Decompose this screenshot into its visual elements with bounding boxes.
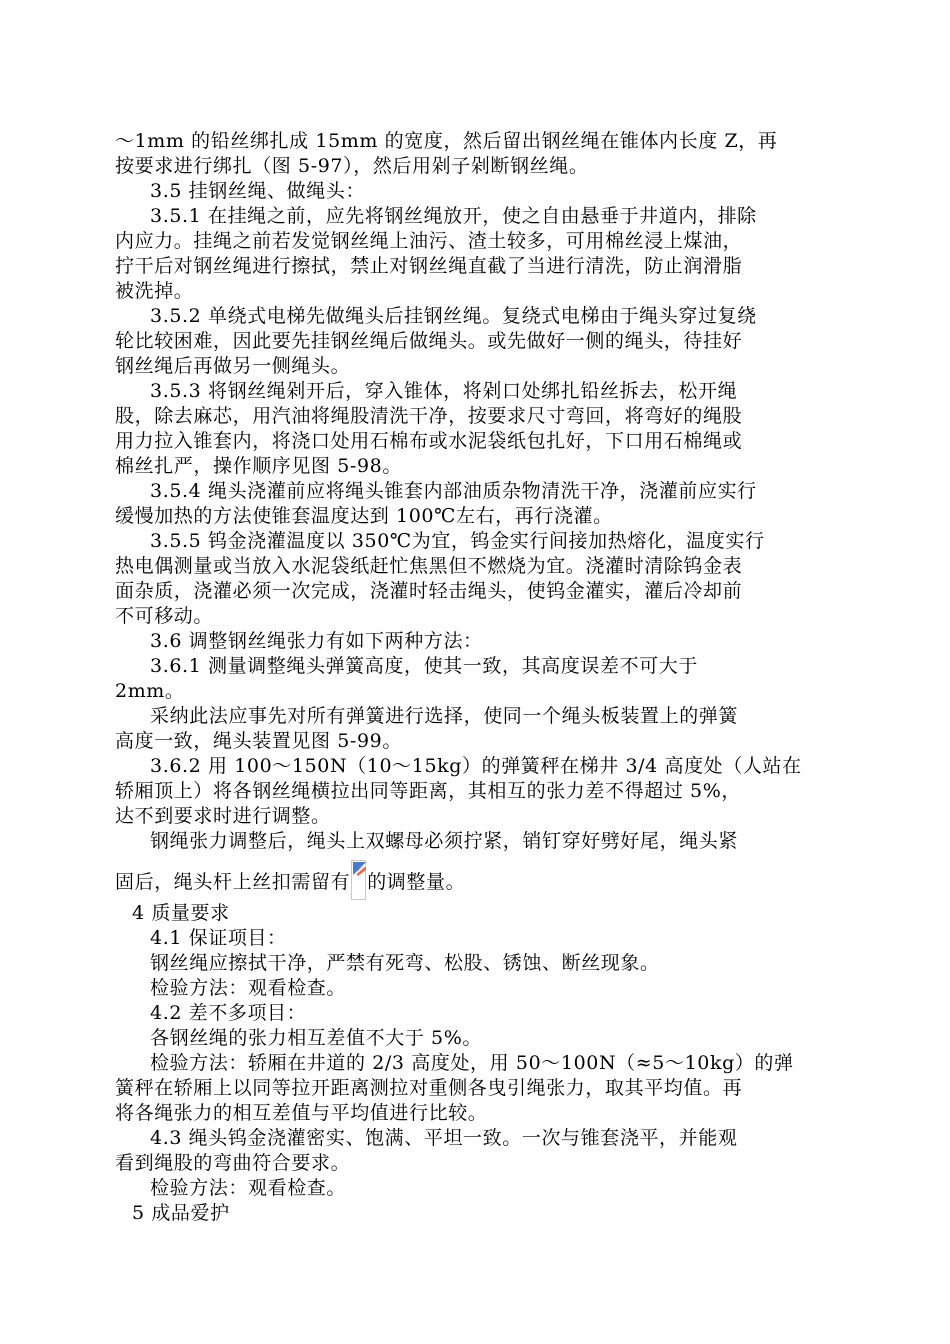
text-line: 2mm。 (115, 680, 185, 702)
text-line: 钢丝绳应擦拭干净，严禁有死弯、松股、锈蚀、断丝现象。 (150, 952, 660, 974)
text-line: 将各绳张力的相互差值与平均值进行比较。 (115, 1102, 488, 1124)
text-line: 3.6.1 测量调整绳头弹簧高度，使其一致，其高度误差不可大于 (150, 655, 698, 677)
text-line: 高度一致，绳头装置见图 5-99。 (115, 730, 402, 752)
text-line: 3.5.2 单绕式电梯先做绳头后挂钢丝绳。复绕式电梯由于绳头穿过复绕 (150, 305, 757, 327)
text-line: 3.6.2 用 100～150N（10～15kg）的弹簧秤在梯井 3/4 高度处（人站在 (150, 755, 802, 777)
text-line: 拧干后对钢丝绳进行擦拭，禁止对钢丝绳直截了当进行清洗，防止润滑脂 (115, 255, 743, 277)
section-heading: 5 成品爱护 (132, 1202, 230, 1224)
subsection-heading: 4.1 保证项目： (150, 927, 287, 949)
broken-image-icon (351, 860, 366, 900)
text-line: 面杂质，浇灌必须一次完成，浇灌时轻击绳头，使钨金灌实，灌后冷却前 (115, 580, 743, 602)
text-line: 采纳此法应事先对所有弹簧进行选择，使同一个绳头板装置上的弹簧 (150, 705, 739, 727)
text-line: 检验方法：观看检查。 (150, 977, 347, 999)
text-line: 热电偶测量或当放入水泥袋纸赶忙焦黑但不燃烧为宜。浇灌时清除钨金表 (115, 555, 743, 577)
text-fragment: 固后，绳头杆上丝扣需留有 (115, 871, 351, 893)
text-fragment: 的调整量。 (367, 871, 466, 893)
text-line: 内应力。挂绳之前若发觉钢丝绳上油污、渣土较多，可用棉丝浸上煤油， (115, 230, 743, 252)
text-line: 达不到要求时进行调整。 (115, 805, 331, 827)
text-line: 钢丝绳后再做另一侧绳头。 (115, 355, 351, 377)
text-line: 缓慢加热的方法使锥套温度达到 100℃左右，再行浇灌。 (115, 505, 613, 527)
text-line: 3.5.3 将钢丝绳剁开后，穿入锥体，将剁口处绑扎铅丝拆去，松开绳 (150, 380, 738, 402)
text-line-with-image (115, 860, 835, 893)
text-line: 簧秤在轿厢上以同等拉开距离测拉对重侧各曳引绳张力，取其平均值。再 (115, 1077, 743, 1099)
text-line: 棉丝扎严，操作顺序见图 5-98。 (115, 455, 402, 477)
text-line: 3.5.5 钨金浇灌温度以 350℃为宜，钨金实行间接加热熔化，温度实行 (150, 530, 765, 552)
text-line: 不可移动。 (115, 605, 214, 627)
text-line: 3.5.1 在挂绳之前，应先将钢丝绳放开，使之自由悬垂于井道内，排除 (150, 205, 757, 227)
text-line: 各钢丝绳的张力相互差值不大于 5%。 (150, 1027, 482, 1049)
subsection-heading: 4.2 差不多项目： (150, 1002, 307, 1024)
text-line: 检验方法：轿厢在井道的 2/3 高度处，用 50～100N（≈5～10kg）的弹 (150, 1052, 794, 1074)
section-heading: 4 质量要求 (132, 902, 230, 924)
text-line: 看到绳股的弯曲符合要求。 (115, 1152, 351, 1174)
text-line: 轿厢顶上）将各钢丝绳横拉出同等距离，其相互的张力差不得超过 5%， (115, 780, 741, 802)
section-heading: 3.5 挂钢丝绳、做绳头： (150, 180, 366, 202)
section-heading: 3.6 调整钢丝绳张力有如下两种方法： (150, 630, 483, 652)
text-line: 4.3 绳头钨金浇灌密实、饱满、平坦一致。一次与锥套浇平，并能观 (150, 1127, 738, 1149)
text-line: 3.5.4 绳头浇灌前应将绳头锥套内部油质杂物清洗干净，浇灌前应实行 (150, 480, 757, 502)
text-line: ～1mm 的铅丝绑扎成 15mm 的宽度，然后留出钢丝绳在锥体内长度 Z，再 (115, 130, 778, 152)
text-line: 钢绳张力调整后，绳头上双螺母必须拧紧，销钉穿好劈好尾，绳头紧 (150, 830, 739, 852)
text-line: 按要求进行绑扎（图 5-97），然后用剁子剁断钢丝绳。 (115, 155, 589, 177)
text-line: 轮比较困难，因此要先挂钢丝绳后做绳头。或先做好一侧的绳头，待挂好 (115, 330, 743, 352)
text-line: 用力拉入锥套内，将浇口处用石棉布或水泥袋纸包扎好，下口用石棉绳或 (115, 430, 743, 452)
text-line: 股，除去麻芯，用汽油将绳股清洗干净，按要求尺寸弯回，将弯好的绳股 (115, 405, 743, 427)
text-line: 被洗掉。 (115, 280, 194, 302)
text-line: 检验方法：观看检查。 (150, 1177, 347, 1199)
